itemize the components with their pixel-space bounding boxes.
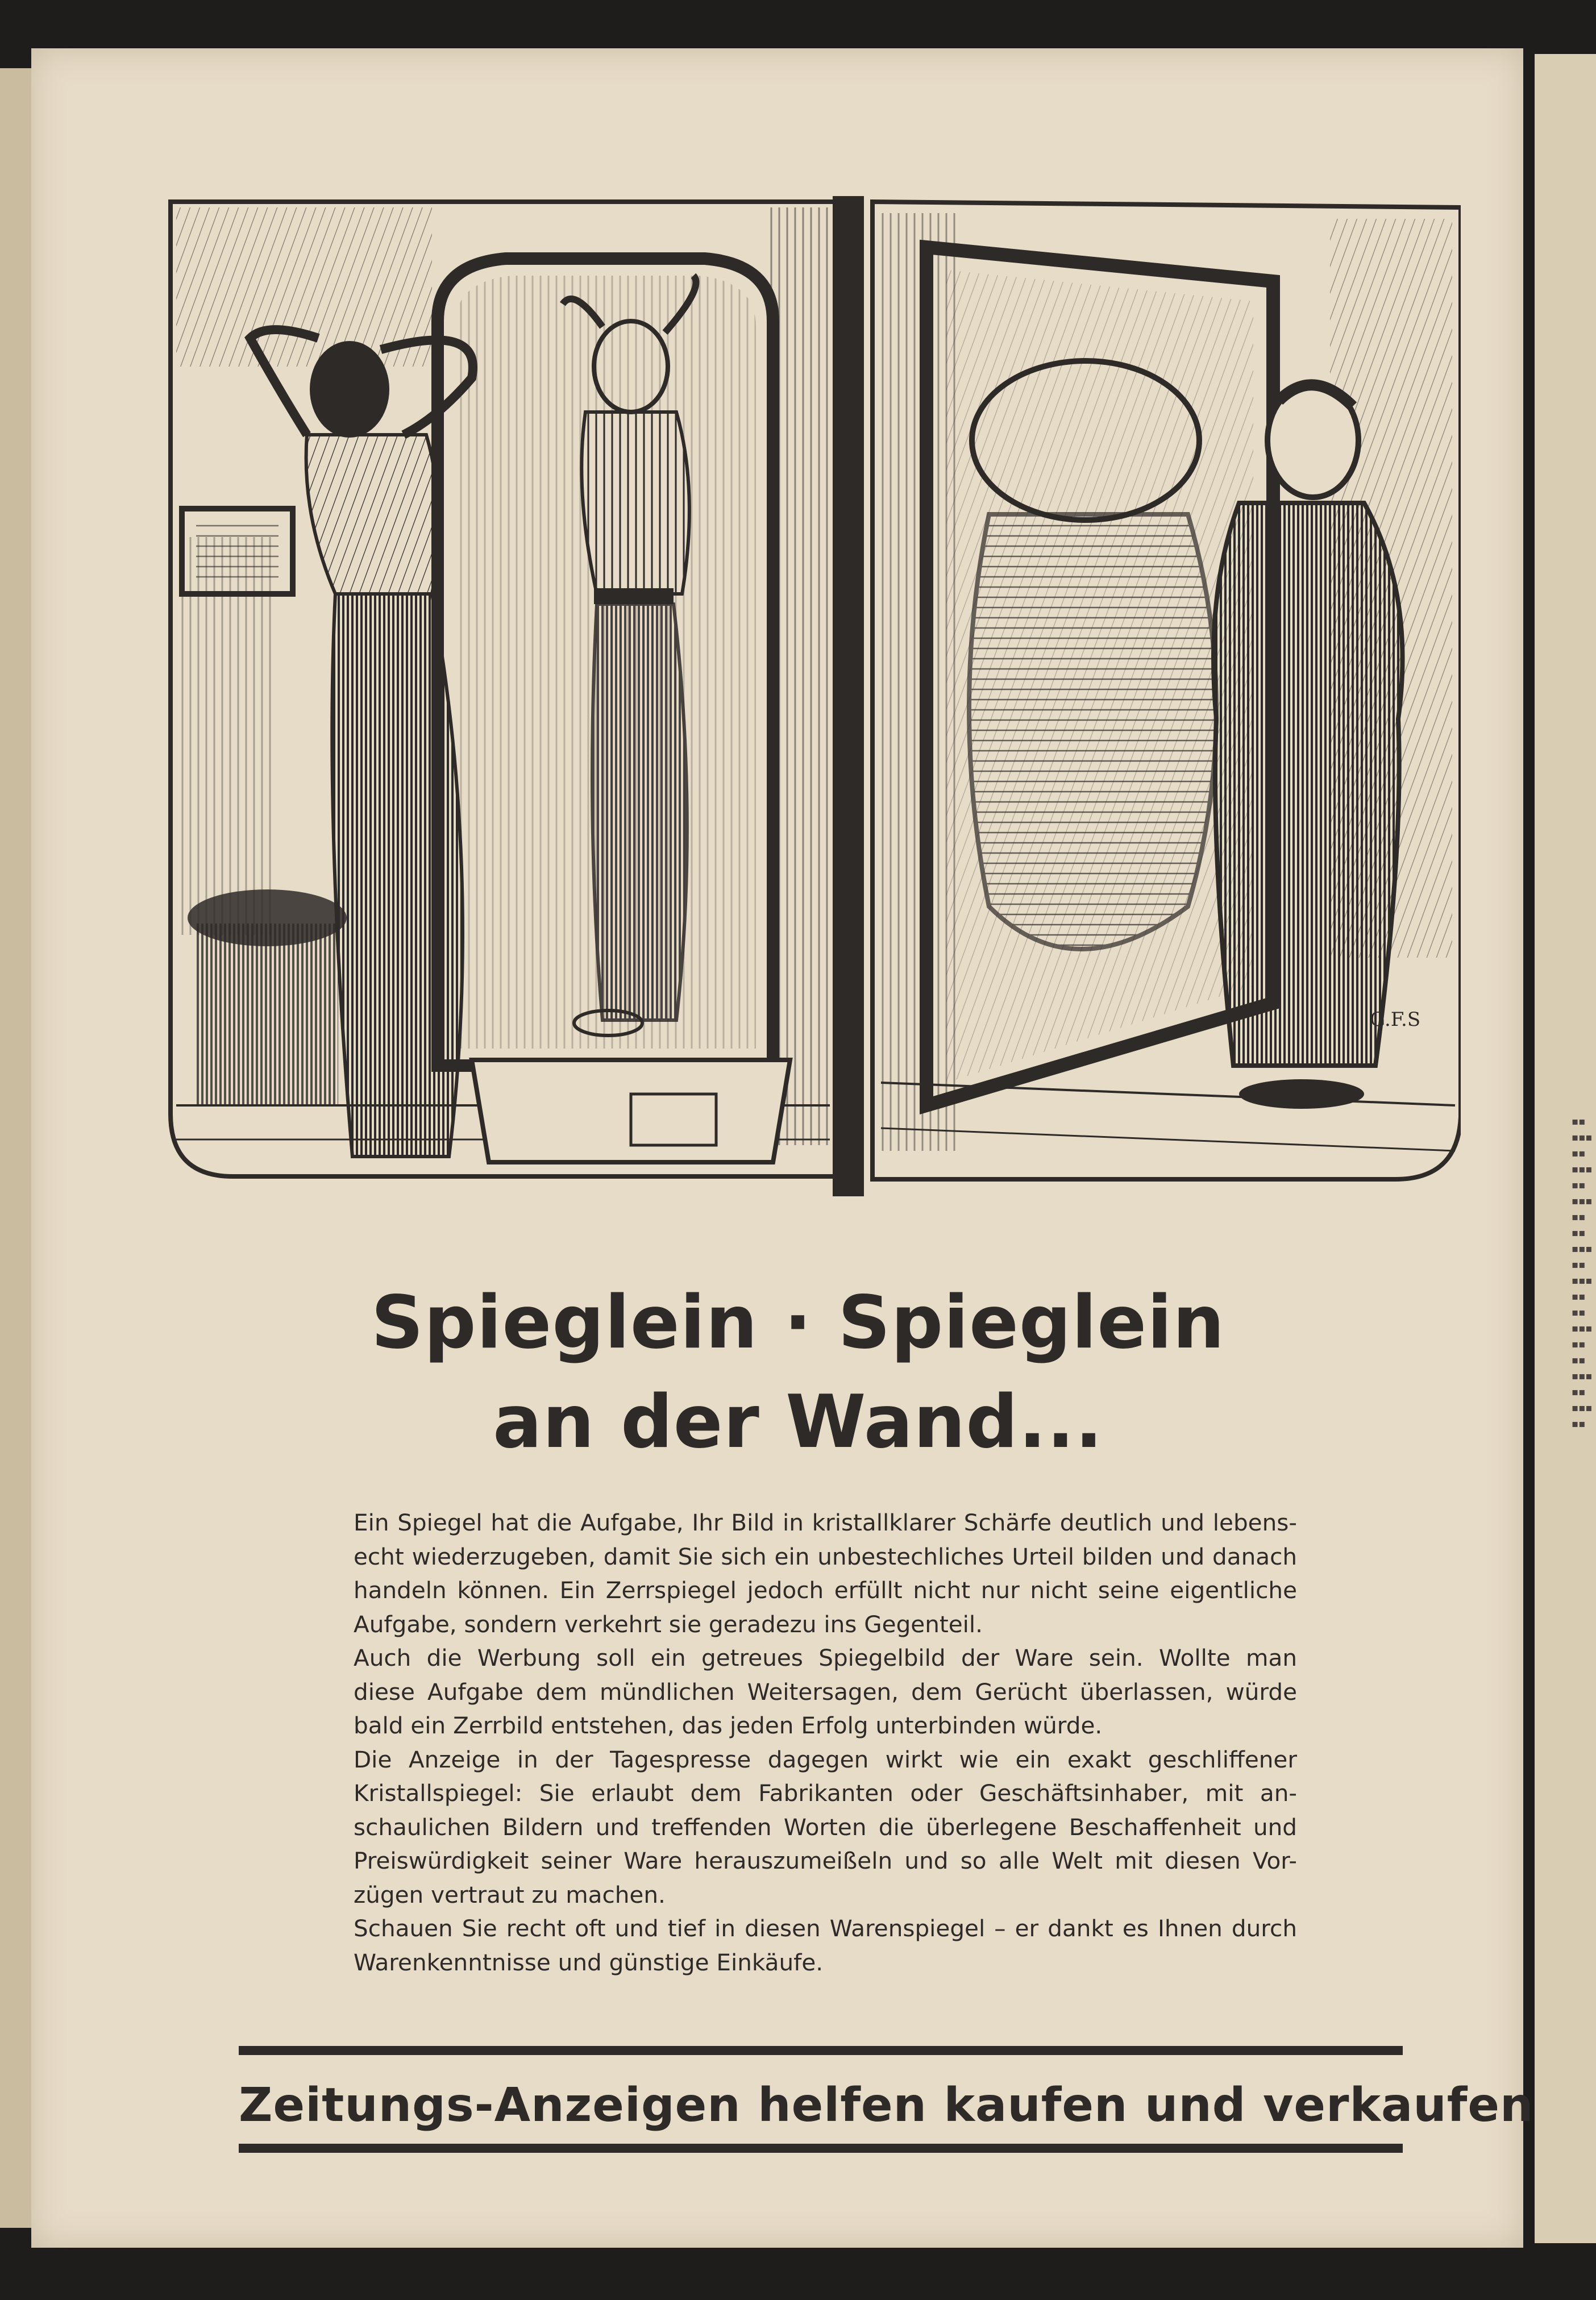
body-line: Die Anzeige in der Tagespresse dagegen wirkt wie ein exakt geschliffener <box>354 1745 1297 1773</box>
headline <box>0 1273 1596 1472</box>
headline-line-2: an der Wand... <box>493 1380 1103 1465</box>
body-line: Ein Spiegel hat die Aufgabe, Ihr Bild in kristallklarer Schärfe deutlich und lebens- <box>354 1509 1297 1536</box>
slogan: Zeitungs-Anzeigen helfen kaufen und verkaufen <box>239 2078 1534 2132</box>
body-line: Warenkenntnisse und günstige Einkäufe. <box>354 1948 824 1976</box>
body-line: Preiswürdigkeit seiner Ware herauszumeißeln und so alle Welt mit diesen Vor- <box>354 1847 1297 1874</box>
body-line: Auch die Werbung soll ein getreues Spiegelbild der Ware sein. Wollte man <box>354 1644 1297 1671</box>
slogan-bottom-rule <box>239 2144 1403 2153</box>
body-line: echt wiederzugeben, damit Sie sich ein unbestechliches Urteil bilden und danach <box>354 1542 1297 1570</box>
body-line: Aufgabe, sondern verkehrt sie geradezu ins Gegenteil. <box>354 1610 983 1638</box>
artist-signature: G.F.S <box>1370 1008 1421 1031</box>
slogan-top-rule <box>239 2046 1403 2055</box>
body-line: schaulichen Bildern und treffenden Worten die überlegene Beschaffenheit und <box>354 1813 1297 1841</box>
body-line: diese Aufgabe dem mündlichen Weitersagen, dem Gerücht überlassen, würde <box>354 1678 1297 1706</box>
body-copy <box>354 1506 1297 1979</box>
body-line: zügen vertraut zu machen. <box>354 1881 666 1908</box>
scan-left-edge <box>0 68 31 2228</box>
mirror-illustration <box>165 196 1461 1208</box>
headline-line-1: Spieglein · Spieglein <box>371 1280 1225 1365</box>
body-line: Schauen Sie recht oft und tief in diesen Warenspiegel – er dankt es Ihnen durch <box>354 1915 1297 1942</box>
adjacent-page-text-fragment: ▪▪ ▪▪▪ ▪▪ ▪▪▪ ▪▪ ▪▪▪ ▪▪ ▪▪ ▪▪▪ ▪▪ ▪▪▪ ▪▪ ▪▪ ▪▪▪ ▪▪ ▪▪ ▪▪▪ ▪▪ ▪▪▪ ▪▪ <box>1572 1116 1593 1430</box>
body-line: Kristallspiegel: Sie erlaubt dem Fabrikanten oder Geschäftsinhaber, mit an- <box>354 1779 1297 1807</box>
body-line: bald ein Zerrbild entstehen, das jeden Erfolg unterbinden würde. <box>354 1712 1103 1739</box>
body-line: handeln können. Ein Zerrspiegel jedoch erfüllt nicht nur nicht seine eigentliche <box>354 1577 1297 1604</box>
